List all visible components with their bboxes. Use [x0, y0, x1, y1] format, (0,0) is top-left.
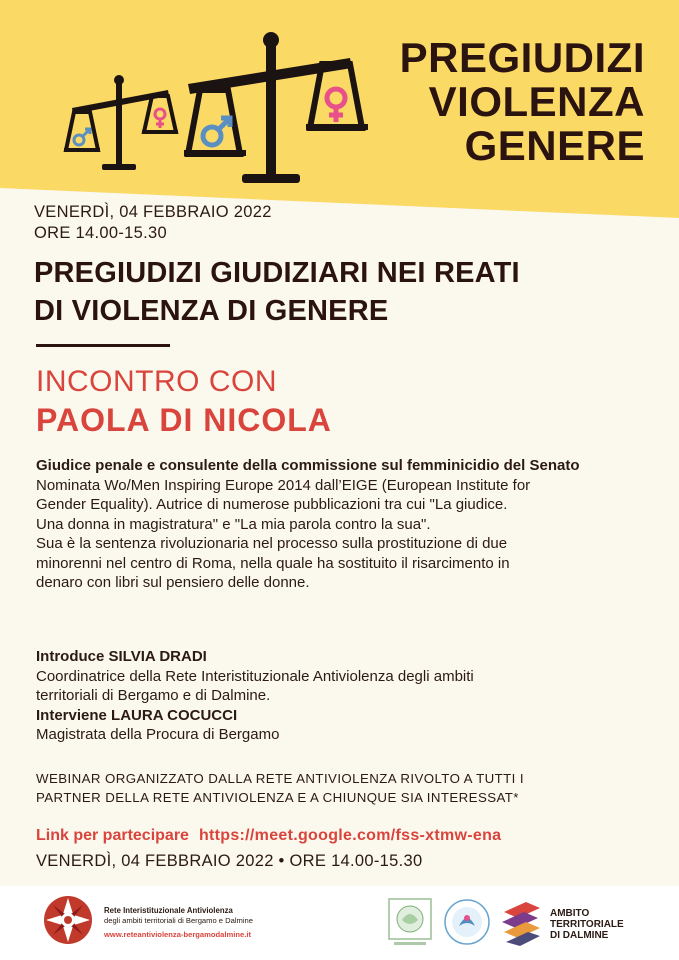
meet-link[interactable]: https://meet.google.com/fss-xtmw-ena — [198, 827, 502, 844]
participation-link-row — [36, 826, 501, 846]
introducer-desc: territoriali di Bergamo e di Dalmine. — [36, 687, 271, 704]
introducer-desc: Coordinatrice della Rete Interistituzionale Antiviolenza degli ambiti — [36, 667, 474, 685]
partner-logo-square — [388, 898, 432, 948]
ambito-text — [550, 908, 624, 941]
intervener-desc: Magistrata della Procura di Bergamo — [36, 726, 280, 743]
incontro-label: INCONTRO CON — [36, 365, 277, 398]
male-symbol-icon — [74, 129, 90, 145]
female-symbol-icon — [327, 89, 345, 122]
partner-logo-circle — [443, 898, 491, 946]
participation-label: Link per partecipare — [36, 827, 189, 844]
webinar-notice — [36, 769, 646, 807]
bio-line: Nominata Wo/Men Inspiring Europe 2014 dall’EIGE (European Institute for — [36, 476, 531, 494]
rete-name: Rete Interistituzionale Antiviolenza — [104, 906, 233, 915]
bio-line: minorenni nel centro di Roma, nella quale ha sostituito il risarcimento in — [36, 554, 510, 572]
event-title-line-2: DI VIOLENZA DI GENERE — [34, 295, 389, 327]
footer — [0, 886, 679, 960]
bio-line: Gender Equality). Autrice di numerose pubblicazioni tra cui "La giudice. — [36, 496, 508, 513]
rete-logo — [42, 894, 94, 946]
intervener-label: Interviene LAURA COCUCCI — [36, 706, 238, 724]
bio-line: denaro con libri sul pensiero delle donne. — [36, 574, 310, 591]
headline-line-1: PREGIUDIZI — [399, 34, 645, 81]
participation-datetime: VENERDÌ, 04 FEBBRAIO 2022 • ORE 14.00-15.30 — [36, 852, 423, 870]
headline-line-2: VIOLENZA — [428, 78, 645, 125]
rete-website[interactable]: www.reteantiviolenza-bergamodalmine.it — [104, 930, 251, 939]
event-title-line-1: PREGIUDIZI GIUDIZIARI NEI REATI — [34, 257, 520, 289]
ambito-line-2: TERRITORIALE — [550, 919, 624, 930]
ambito-logo — [500, 898, 544, 946]
event-time: ORE 14.00-15.30 — [34, 224, 167, 242]
speaker-bio — [36, 456, 636, 593]
scales-icon — [60, 24, 370, 194]
event-date-block — [34, 202, 272, 244]
bio-line: Sua è la sentenza rivoluzionaria nel processo sulla prostituzione di due — [36, 535, 508, 552]
ambito-line-1: AMBITO — [550, 908, 590, 919]
female-symbol-icon — [155, 109, 165, 128]
speaker-name: PAOLA DI NICOLA — [36, 402, 332, 438]
webinar-line-2: PARTNER DELLA RETE ANTIVIOLENZA E A CHIUNQUE SIA INTERESSAT* — [36, 790, 519, 805]
bio-line: Una donna in magistratura" e "La mia parola contro la sua". — [36, 515, 431, 533]
webinar-line-1: WEBINAR ORGANIZZATO DALLA RETE ANTIVIOLENZA RIVOLTO A TUTTI I — [36, 771, 524, 786]
divider — [36, 344, 170, 347]
event-date: VENERDÌ, 04 FEBBRAIO 2022 — [34, 203, 272, 221]
headline — [355, 36, 645, 168]
rete-subtitle: degli ambiti territoriali di Bergamo e Dalmine — [104, 916, 253, 925]
hosts-section — [36, 647, 636, 745]
introducer-label: Introduce SILVIA DRADI — [36, 648, 207, 665]
event-title — [34, 254, 654, 330]
large-scale-icon — [184, 32, 368, 183]
speaker-role: Giudice penale e consulente della commissione sul femminicidio del Senato — [36, 457, 580, 474]
small-scale-icon — [64, 75, 178, 170]
rete-text — [104, 906, 253, 940]
ambito-line-3: DI DALMINE — [550, 930, 609, 941]
headline-line-3: GENERE — [464, 122, 645, 169]
male-symbol-icon — [203, 118, 230, 145]
